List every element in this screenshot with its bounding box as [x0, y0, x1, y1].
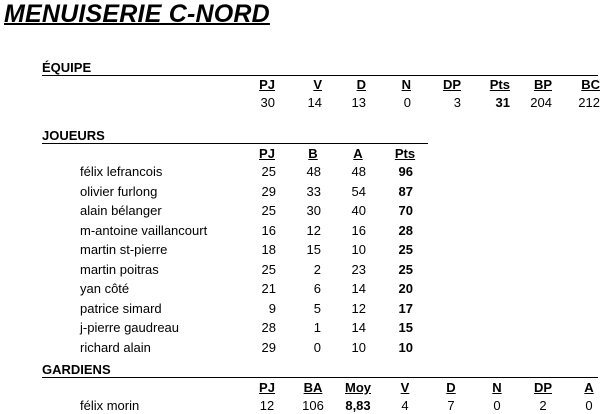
- gardiens-header-v: V: [400, 380, 410, 395]
- player-pj: 25: [261, 164, 276, 179]
- player-name: yan côté: [80, 281, 130, 296]
- team-title: MENUISERIE C-NORD: [4, 0, 270, 28]
- player-name: martin poitras: [80, 261, 159, 277]
- player-a: 10: [351, 242, 366, 257]
- player-pts: 28: [398, 222, 413, 238]
- player-b: 0: [313, 339, 321, 355]
- equipe-section-divider: [42, 75, 598, 76]
- player-a: 54: [351, 183, 366, 199]
- gardiens-header-pj: PJ: [259, 380, 275, 395]
- goalie-pj: 12: [259, 398, 275, 413]
- player-a: 16: [351, 222, 366, 238]
- player-pts: 70: [398, 203, 413, 218]
- player-pts: 96: [398, 164, 413, 179]
- player-a: 40: [351, 203, 366, 218]
- player-a: 14: [351, 281, 366, 296]
- equipe-value-n: 0: [403, 95, 411, 110]
- player-b: 5: [313, 300, 321, 316]
- player-b: 15: [306, 242, 321, 257]
- player-name: patrice simard: [80, 300, 162, 316]
- player-name: martin st-pierre: [80, 242, 168, 257]
- player-pts: 25: [398, 242, 413, 257]
- player-name: m-antoine vaillancourt: [80, 222, 208, 238]
- equipe-header-d: D: [356, 77, 366, 92]
- player-pts: 15: [398, 320, 413, 335]
- joueurs-header-b: B: [308, 146, 318, 161]
- joueurs-header-a: A: [353, 146, 363, 161]
- player-b: 12: [306, 222, 321, 238]
- equipe-value-pj: 30: [260, 95, 275, 110]
- goalie-n: 0: [493, 398, 501, 413]
- equipe-value-v: 14: [307, 95, 322, 110]
- player-name: j-pierre gaudreau: [80, 320, 180, 335]
- player-b: 33: [306, 183, 321, 199]
- gardiens-header-moy: Moy: [345, 380, 371, 395]
- equipe-header-n: N: [401, 77, 411, 92]
- equipe-header-bp: BP: [533, 77, 552, 92]
- goalie-name: félix morin: [80, 398, 140, 413]
- gardiens-header-ba: BA: [303, 380, 323, 395]
- gardiens-header-dp: DP: [533, 380, 553, 395]
- player-a: 23: [351, 261, 366, 277]
- player-pts: 20: [398, 281, 413, 296]
- player-pj: 28: [261, 320, 276, 335]
- joueurs-header-pts: Pts: [394, 146, 416, 161]
- goalie-d: 7: [447, 398, 455, 413]
- player-a: 12: [351, 300, 366, 316]
- goalie-v: 4: [401, 398, 409, 413]
- player-a: 14: [351, 320, 366, 335]
- goalie-dp: 2: [539, 398, 547, 413]
- gardiens-header-d: D: [446, 380, 456, 395]
- player-name: olivier furlong: [80, 183, 158, 199]
- player-pts: 17: [398, 300, 413, 316]
- player-a: 10: [351, 339, 366, 355]
- equipe-value-dp: 3: [453, 95, 461, 110]
- player-pj: 29: [261, 339, 276, 355]
- player-b: 30: [306, 203, 321, 218]
- player-b: 2: [313, 261, 321, 277]
- gardiens-section-title: GARDIENS: [42, 362, 111, 377]
- player-b: 1: [313, 320, 321, 335]
- player-b: 6: [313, 281, 321, 296]
- player-name: félix lefrancois: [80, 164, 163, 179]
- player-pts: 25: [398, 261, 413, 277]
- equipe-section-title: ÉQUIPE: [42, 60, 92, 75]
- joueurs-section-divider: [42, 143, 428, 144]
- player-pj: 25: [261, 261, 276, 277]
- gardiens-header-a: A: [584, 380, 594, 395]
- equipe-header-bc: BC: [581, 77, 600, 92]
- goalie-moy: 8,83: [345, 398, 371, 413]
- goalie-ba: 106: [302, 398, 324, 413]
- equipe-value-bp: 204: [530, 95, 552, 110]
- equipe-value-pts: 31: [495, 95, 510, 110]
- gardiens-section-divider: [42, 377, 598, 378]
- gardiens-header-n: N: [492, 380, 502, 395]
- player-pj: 29: [261, 183, 276, 199]
- player-name: alain bélanger: [80, 203, 162, 218]
- player-pts: 87: [398, 183, 413, 199]
- player-pj: 25: [261, 203, 276, 218]
- equipe-value-d: 13: [351, 95, 366, 110]
- equipe-header-pts: Pts: [489, 77, 510, 92]
- player-a: 48: [351, 164, 366, 179]
- player-pj: 9: [268, 300, 276, 316]
- equipe-header-v: V: [313, 77, 322, 92]
- equipe-value-bc: 212: [578, 95, 600, 110]
- player-pj: 16: [261, 222, 276, 238]
- joueurs-header-pj: PJ: [259, 146, 275, 161]
- player-b: 48: [306, 164, 321, 179]
- player-name: richard alain: [80, 339, 151, 355]
- joueurs-section-title: JOUEURS: [42, 128, 105, 143]
- player-pj: 18: [261, 242, 276, 257]
- equipe-header-pj: PJ: [259, 77, 275, 92]
- equipe-header-dp: DP: [442, 77, 461, 92]
- player-pts: 10: [398, 339, 413, 355]
- player-pj: 21: [261, 281, 276, 296]
- goalie-a: 0: [585, 398, 593, 413]
